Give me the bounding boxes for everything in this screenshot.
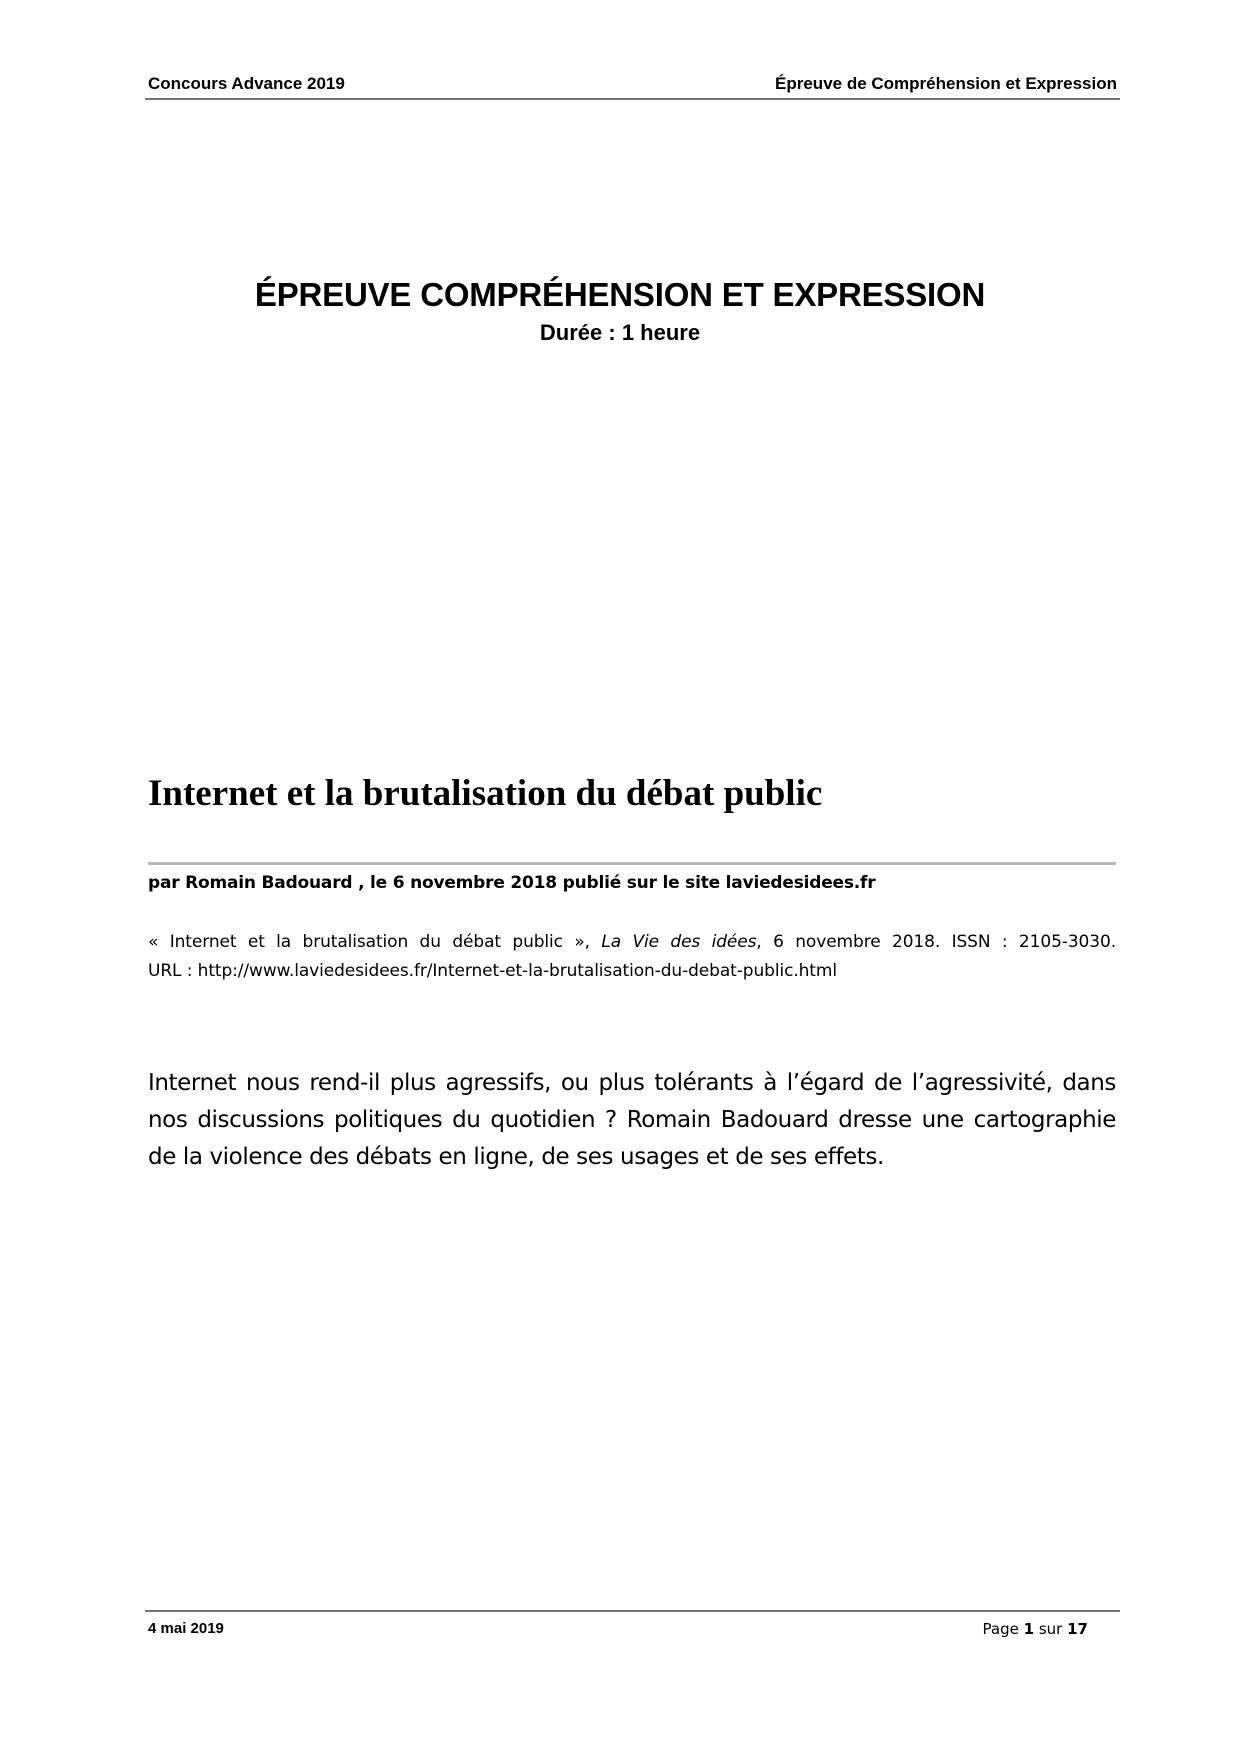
citation-journal: La Vie des idées — [601, 932, 757, 952]
header-right-text: Épreuve de Compréhension et Expression — [775, 74, 1117, 93]
citation-url: URL : http://www.laviedesidees.fr/Internet-et-la-brutalisation-du-debat-public.html — [148, 961, 837, 981]
page-header — [145, 72, 1120, 100]
citation-prefix: « Internet et la brutalisation du débat public », — [148, 932, 602, 952]
footer-page-current: 1 — [1023, 1620, 1035, 1638]
article-byline: par Romain Badouard , le 6 novembre 2018 publié sur le site laviedesidees.fr — [148, 873, 876, 893]
citation-reference — [148, 928, 1116, 957]
article-title: Internet et la brutalisation du débat public — [148, 773, 823, 814]
title-divider — [148, 862, 1116, 865]
footer-page-sep: sur — [1038, 1620, 1063, 1638]
exam-duration: Durée : 1 heure — [539, 320, 701, 345]
exam-title: ÉPREUVE COMPRÉHENSION ET EXPRESSION — [254, 276, 986, 313]
footer-date: 4 mai 2019 — [148, 1620, 224, 1637]
footer-page-word: Page — [982, 1620, 1019, 1638]
citation-suffix: , 6 novembre 2018. ISSN : 2105-3030. — [756, 932, 1116, 952]
article-citation — [148, 928, 1116, 986]
footer-page-number — [983, 1620, 1088, 1638]
article-intro: Internet nous rend-il plus agressifs, ou plus tolérants à l’égard de l’agressivité, dans nos discussions politiques du quotidien ? Romain Badouard dresse une cartographie de la violence des débats en ligne, de ses usages et de ses effets. — [148, 1070, 1116, 1170]
header-left-text: Concours Advance 2019 — [148, 74, 345, 93]
page-footer — [145, 1610, 1120, 1642]
footer-page-total: 17 — [1067, 1620, 1088, 1638]
